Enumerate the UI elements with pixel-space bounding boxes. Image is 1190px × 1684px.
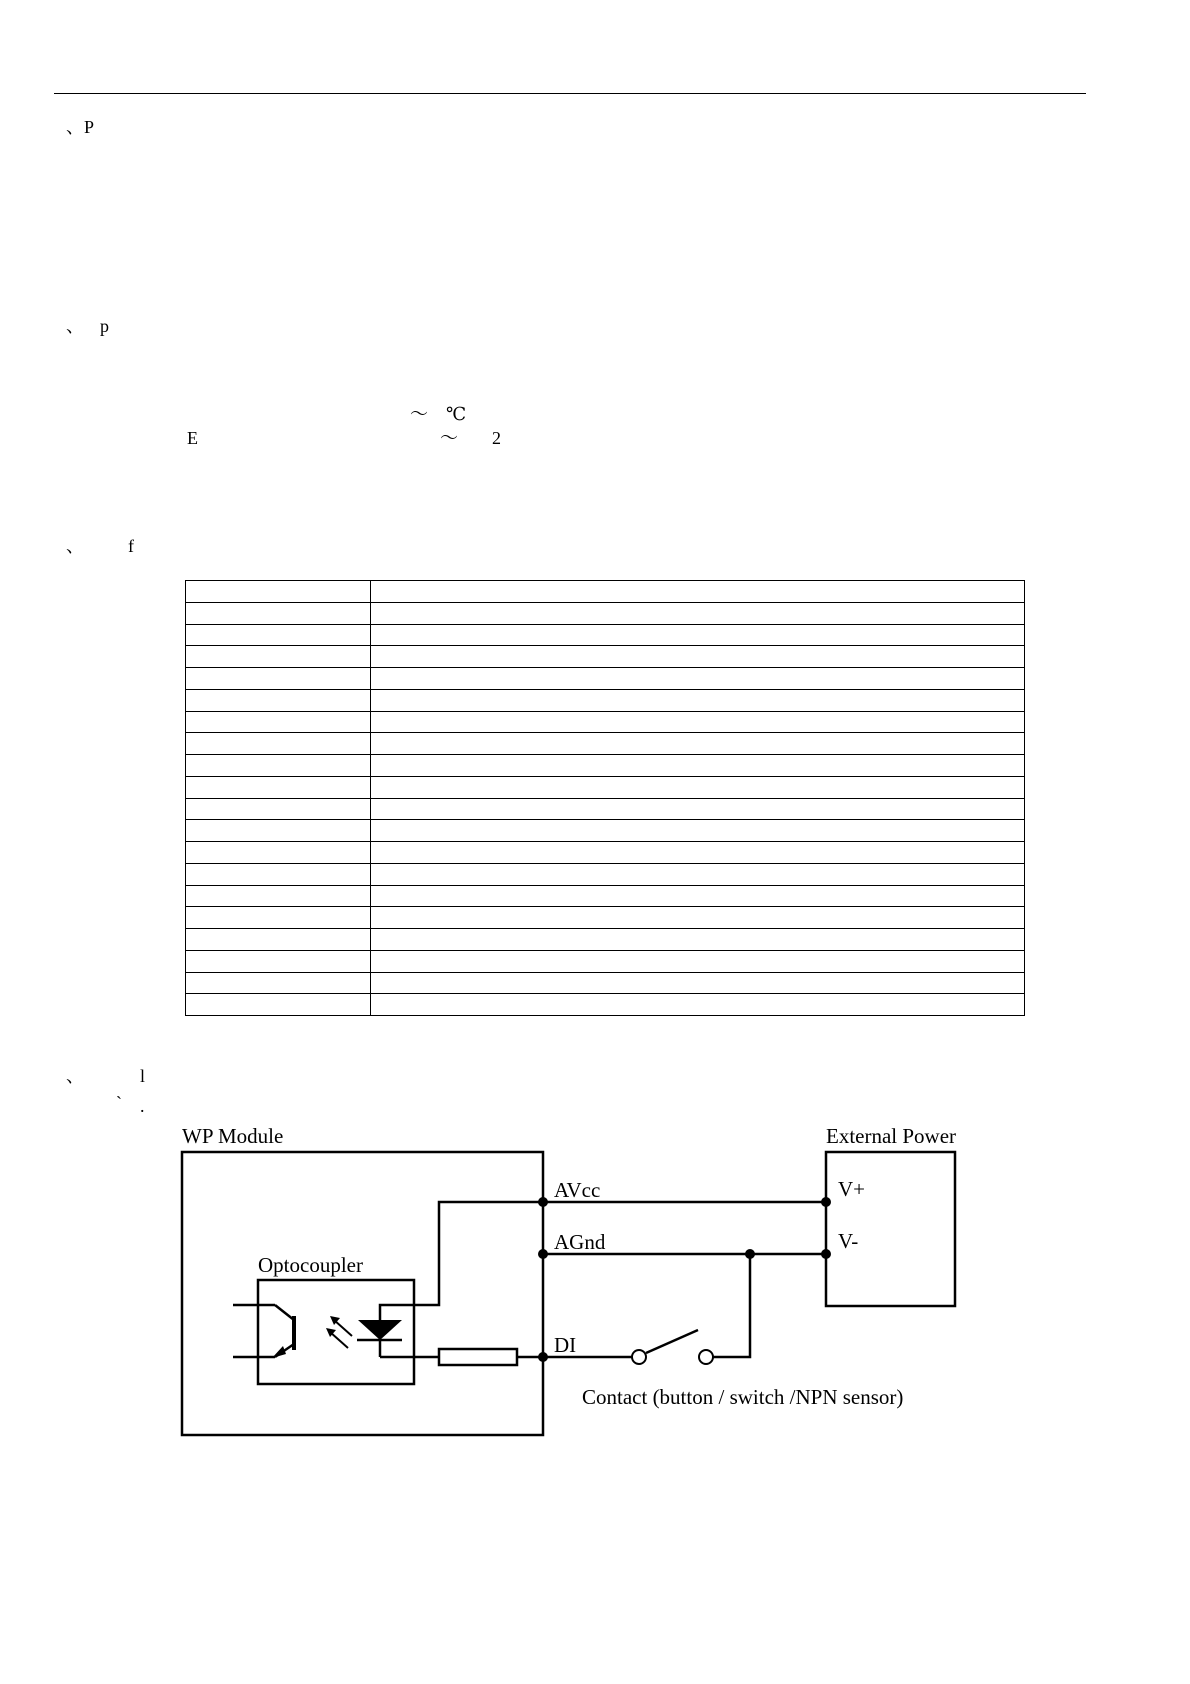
di-label: DI [554, 1333, 577, 1357]
resistor [439, 1349, 517, 1365]
switch-return-wire [713, 1254, 750, 1357]
switch-contact-left [632, 1350, 646, 1364]
junction-vplus [821, 1197, 831, 1207]
junction-agnd [538, 1249, 548, 1259]
param-1-unit: ℃ [446, 404, 467, 424]
vplus-label: V+ [838, 1177, 866, 1201]
junction-di [538, 1352, 548, 1362]
module-box [182, 1152, 543, 1435]
contact-label: Contact (button / switch /NPN sensor) [582, 1385, 904, 1409]
sub-mark-backtick: ` [116, 1093, 122, 1113]
section-3-bullet: 、 [66, 536, 84, 556]
section-1-letter: P [84, 117, 95, 137]
agnd-label: AGnd [554, 1230, 606, 1254]
section-2-letter: p [100, 316, 109, 336]
switch-lever [646, 1330, 698, 1353]
param-2-value: 2 [492, 428, 501, 448]
vminus-label: V- [838, 1229, 859, 1253]
junction-vminus [821, 1249, 831, 1259]
param-2-tilde: ～ [440, 428, 458, 448]
light-arrow-2 [330, 1332, 348, 1348]
optocoupler-label: Optocoupler [258, 1253, 363, 1277]
led-triangle [358, 1320, 402, 1340]
transistor-collector [275, 1305, 294, 1320]
transistor-arrow [272, 1346, 286, 1358]
section-4-letter: l [140, 1066, 146, 1086]
section-2-bullet: 、 [66, 316, 84, 336]
power-label: External Power [826, 1124, 957, 1148]
led-anode-wire [380, 1305, 411, 1320]
light-arrow-1 [334, 1320, 352, 1336]
section-3-letter: f [128, 536, 134, 556]
module-label: WP Module [182, 1124, 284, 1148]
param-2-letter: E [187, 428, 198, 448]
section-4-bullet: 、 [66, 1066, 84, 1086]
section-1-bullet: 、 [66, 117, 84, 137]
param-1-tilde: ～ [410, 404, 428, 424]
sub-mark-dot: . [140, 1096, 145, 1116]
avcc-label: AVcc [554, 1178, 601, 1202]
optocoupler-box [258, 1280, 414, 1384]
junction-agnd-switch [745, 1249, 755, 1259]
junction-avcc [538, 1197, 548, 1207]
switch-contact-right [699, 1350, 713, 1364]
